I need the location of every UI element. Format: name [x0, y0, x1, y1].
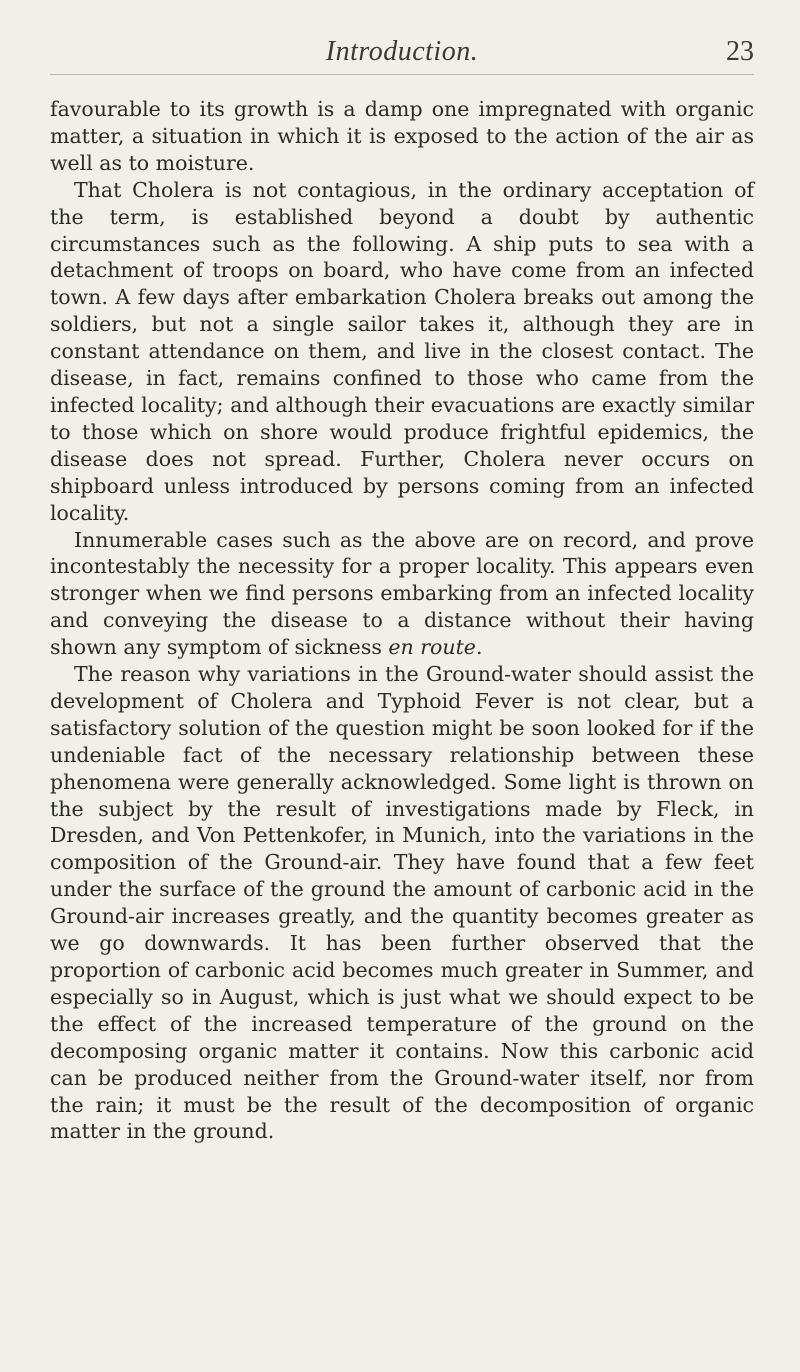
- paragraph-2: That Cholera is not contagious, in the ordinary acceptation of the term, is established beyond a doubt by authentic circumstances such as the following. A ship puts to sea with a detachment of troops on board, who have come from an infected town. A few days after embarkation Cholera breaks out among the soldiers, but not a single sailor takes it, although they are in constant attendance on them, and live in the closest contact. The disease, in fact, remains confined to those who came from the infected locality; and although their evacuations are exactly similar to those which on shore would produce frightful epidemics, the disease does not spread. Further, Cholera never occurs on shipboard unless introduced by persons coming from an infected locality.: [50, 177, 754, 525]
- body-text: [50, 96, 754, 1145]
- page-header: [50, 10, 754, 74]
- paragraph-3-end: .: [475, 635, 483, 660]
- page-number: 23: [726, 36, 754, 67]
- paragraph-4: The reason why variations in the Ground-water should assist the development of Cholera and Typhoid Fever is not clear, but a satisfactory solution of the question might be soon looked for if the undeniable fact of the necessary relationship between these phenomena were generally acknowledged. Some light is thrown on the subject by the result of investigations made by Fleck, in Dresden, and Von Pettenkofer, in Munich, into the variations in the composition of the Ground-air. They have found that a few feet under the surface of the ground the amount of carbonic acid in the Ground-air increases greatly, and the quantity becomes greater as we go downwards. It has been further observed that the proportion of carbonic acid becomes much greater in Summer, and especially so in August, which is just what we should expect to be the effect of the increased temperature of the ground on the decomposing organic matter it contains. Now this carbonic acid can be produced neither from the Ground-water itself, nor from the rain; it must be the result of the decomposition of organic matter in the ground.: [50, 662, 754, 1144]
- running-title: Introduction.: [325, 36, 479, 67]
- paragraph-3: [50, 527, 754, 662]
- paragraph-3-italic: en route: [388, 635, 476, 660]
- header-rule: [50, 74, 754, 75]
- paragraph-1: favourable to its growth is a damp one impregnated with organic matter, a situation in which it is exposed to the action of the air as well as to moisture.: [50, 97, 754, 175]
- book-page: [50, 10, 754, 1360]
- paragraph-3-text: Innumerable cases such as the above are on record, and prove incontestably the necessity for a proper locality. This appears even stronger when we find persons embarking from an infected locality and conveying the disease to a distance without their having shown any symptom of sickness: [50, 527, 754, 660]
